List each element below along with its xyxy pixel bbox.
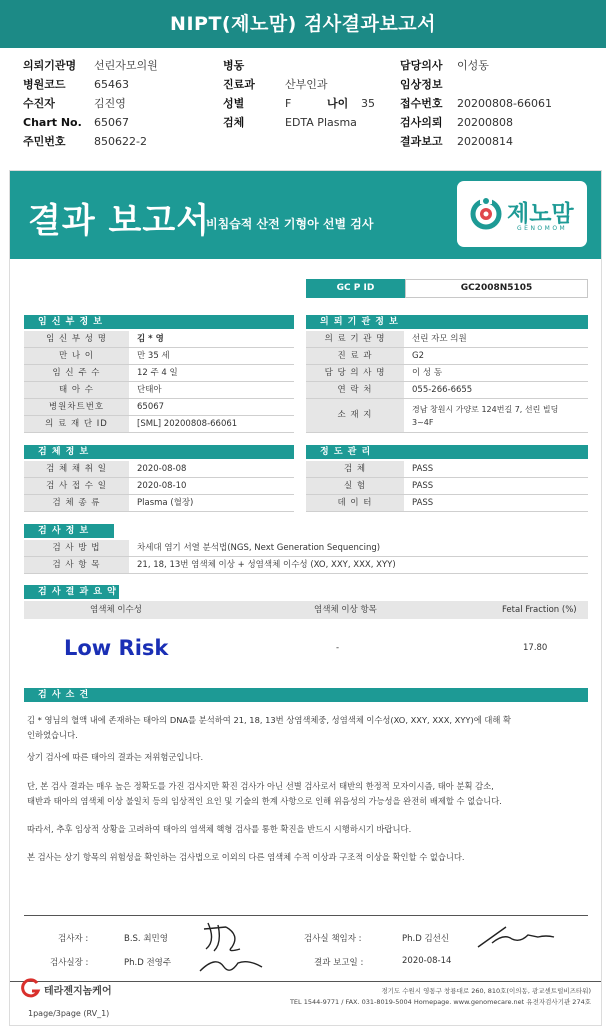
company-name: 테라젠지놈케어: [44, 986, 112, 997]
table-row: [24, 348, 294, 365]
findings-paragraph: [27, 750, 591, 765]
table-row: [306, 399, 588, 433]
table-row: [306, 461, 588, 478]
table-value: 65067: [137, 402, 165, 412]
info-col-1: [23, 56, 158, 151]
table-value: 2020-08-08: [137, 464, 187, 474]
table-row: [306, 382, 588, 399]
table-value: 김 * 영: [137, 334, 164, 344]
findings-paragraph: [27, 713, 591, 743]
info-label: 담당의사: [400, 59, 443, 72]
findings-line: 단, 본 검사 결과는 매우 높은 정확도를 가진 검사지만 확진 검사가 아닌 선별 검사로서 태반의 한정적 모자이시즘, 태아 분획 감소,: [27, 781, 494, 791]
table-key: 임 신 주 수: [24, 365, 129, 381]
gc-pid: [306, 279, 588, 298]
info-label: 나이: [327, 97, 349, 110]
table-key: 태 아 수: [24, 382, 129, 398]
info-value: 20200814: [457, 135, 513, 148]
info-value: 산부인과: [285, 78, 328, 91]
table-row: [24, 478, 294, 495]
table-row: [24, 495, 294, 512]
info-label: 검사의뢰: [400, 116, 443, 129]
section-specimen-info: 검 체 정 보: [24, 445, 294, 459]
section-findings: 검 사 소 견: [24, 688, 588, 702]
table-key: 연 락 처: [306, 382, 404, 398]
findings-paragraph: [27, 822, 591, 837]
summary-col-aneuploidy: 염색체 이수성: [90, 605, 142, 615]
logo-wordmark: 제노맘: [507, 201, 574, 227]
table-row: [24, 461, 294, 478]
quality-control-table: [306, 461, 588, 512]
info-label: 접수번호: [400, 97, 443, 110]
findings-line: 태반과 태아의 염색체 이상 불일치 등의 임상적인 요인 및 기술의 한계 사항으로 인해 위음성의 가능성을 완전히 배제할 수 없습니다.: [27, 796, 502, 806]
table-row: [306, 331, 588, 348]
findings-line: 인하였습니다.: [27, 730, 78, 740]
info-value: 35: [361, 97, 375, 110]
fetal-fraction-value: 17.80: [523, 643, 548, 653]
table-key: 임 신 부 성 명: [24, 331, 129, 347]
company-contact: TEL 1544-9771 / FAX. 031-8019-5004 Homepage. www.genomecare.net 유전자검사기관 274호: [289, 998, 591, 1006]
info-label: 성별: [223, 97, 245, 110]
info-value: 850622-2: [94, 135, 147, 148]
info-label: 병원코드: [23, 78, 66, 91]
company-address: 경기도 수원시 영통구 창룡대로 260, 810호(이의동, 광교센트럴비즈타워): [381, 987, 591, 995]
table-value: Plasma (혈장): [137, 498, 194, 508]
info-col-2: [223, 56, 375, 132]
info-value: 20200808: [457, 116, 513, 129]
report-date-value: 2020-08-14: [402, 956, 452, 966]
address-line-2: 3~4F: [412, 418, 434, 427]
table-row: [306, 495, 588, 512]
info-value: EDTA Plasma: [285, 116, 357, 129]
table-value: 21, 18, 13번 염색체 이상 + 성염색체 이수성 (XO, XXY, XXX, XYY): [137, 560, 396, 570]
section-institution-info: 의 뢰 기 관 정 보: [306, 315, 588, 329]
table-row: [24, 399, 294, 416]
genomom-logo: [457, 181, 587, 247]
table-value: 055-266-6655: [412, 385, 473, 395]
lab-head-label: 검사실장 :: [50, 958, 89, 968]
specimen-info-table: [24, 461, 294, 512]
info-label: 주민번호: [23, 135, 66, 148]
section-quality-control: 정 도 관 리: [306, 445, 588, 459]
table-key: 진 료 과: [306, 348, 404, 364]
table-value: 2020-08-10: [137, 481, 187, 491]
info-label: 수진자: [23, 97, 55, 110]
table-value: PASS: [412, 498, 434, 508]
table-key: 소 재 지: [306, 399, 404, 432]
director-label: 검사실 책임자 :: [304, 934, 362, 944]
info-value: 65463: [94, 78, 129, 91]
table-row: [306, 365, 588, 382]
signature-divider: [24, 915, 588, 916]
findings-paragraph: [27, 779, 591, 809]
info-value: F: [285, 97, 292, 110]
section-test-info: 검 사 정 보: [24, 524, 114, 538]
info-value: 이성동: [457, 59, 489, 72]
table-key: 실 험: [306, 478, 404, 494]
info-value: 선린자모의원: [94, 59, 158, 72]
section-pregnant-info: 임 신 부 정 보: [24, 315, 294, 329]
table-value: [SML] 20200808-66061: [137, 419, 238, 429]
info-label: Chart No.: [23, 116, 82, 129]
info-col-3: [400, 56, 552, 151]
gc-pid-value: GC2008N5105: [405, 279, 588, 298]
table-value: 이 성 동: [412, 368, 443, 378]
tester-signature: [196, 919, 270, 975]
logo-subtext: GENOMOM: [517, 225, 568, 232]
table-value: 만 35 세: [137, 351, 170, 361]
abnormal-items-value: -: [336, 643, 340, 653]
table-value: G2: [412, 351, 424, 361]
gc-pid-label: GC P ID: [306, 279, 405, 298]
lab-head-name: Ph.D 전영주: [124, 958, 172, 968]
table-value: PASS: [412, 481, 434, 491]
table-key: 검 사 방 법: [24, 540, 129, 556]
report-hero: [10, 171, 601, 259]
genomom-logo-icon: [469, 197, 503, 231]
table-key: 검 체: [306, 461, 404, 477]
tester-label: 검사자 :: [58, 934, 89, 944]
pregnant-info-table: [24, 331, 294, 433]
table-key: 검 사 접 수 일: [24, 478, 129, 494]
table-value: 선린 자모 의원: [412, 334, 467, 344]
report-title: 결과 보고서: [28, 201, 211, 241]
table-key: 검 체 채 취 일: [24, 461, 129, 477]
table-key: 검 사 항 목: [24, 557, 129, 573]
theragen-logo-icon: [21, 978, 41, 998]
findings-line: 김 * 영님의 혈액 내에 존재하는 태아의 DNA를 분석하여 21, 18, 13번 상염색체중, 성염색체 이수성(XO, XXY, XXX, XYY)에 대해 확: [27, 715, 512, 725]
table-row: [24, 331, 294, 348]
table-value: 차세대 염기 서열 분석법(NGS, Next Generation Sequencing): [137, 543, 381, 553]
findings-line: 상기 검사에 따른 태아의 결과는 저위험군입니다.: [27, 752, 204, 762]
table-key: 만 나 이: [24, 348, 129, 364]
page-number: 1page/3page (RV_1): [28, 1009, 110, 1018]
table-key: 데 이 터: [306, 495, 404, 511]
table-key: 의 료 재 단 ID: [24, 416, 129, 432]
summary-col-fetal-fraction: Fetal Fraction (%): [502, 605, 577, 615]
table-key: 담 당 의 사 명: [306, 365, 404, 381]
info-label: 진료과: [223, 78, 255, 91]
risk-result: Low Risk: [64, 636, 169, 660]
info-value: 65067: [94, 116, 129, 129]
info-value: 20200808-66061: [457, 97, 552, 110]
table-row: [24, 365, 294, 382]
table-row: [24, 382, 294, 399]
findings-line: 본 검사는 상기 항목의 위험성을 확인하는 검사법으로 이외의 다른 염색체 수적 이상과 구조적 이상을 확인할 수 없습니다.: [27, 852, 465, 862]
address-value: [404, 403, 558, 429]
findings-paragraph: [27, 850, 591, 865]
info-label: 검체: [223, 116, 245, 129]
info-value: 김진영: [94, 97, 126, 110]
info-label: 의뢰기관명: [23, 59, 77, 72]
table-value: PASS: [412, 464, 434, 474]
table-key: 병원차트번호: [24, 399, 129, 415]
summary-header-row: [24, 601, 588, 619]
table-row: [306, 348, 588, 365]
table-row: [24, 540, 588, 557]
tester-name: B.S. 최민영: [124, 934, 168, 944]
info-label: 결과보고: [400, 135, 443, 148]
result-report: [9, 170, 602, 1026]
document-title: NIPT(제노맘) 검사결과보고서: [0, 0, 606, 48]
report-date-label: 결과 보고일 :: [314, 958, 364, 968]
info-label: 임상정보: [400, 78, 443, 91]
test-info-table: [24, 540, 588, 574]
table-row: [24, 557, 588, 574]
section-result-summary: 검 사 결 과 요 약: [24, 585, 119, 599]
summary-col-abnormal-items: 염색체 이상 항목: [314, 605, 377, 615]
table-row: [306, 478, 588, 495]
table-key: 의 료 기 관 명: [306, 331, 404, 347]
info-label: 병동: [223, 59, 245, 72]
report-subtitle: 비침습적 산전 기형아 선별 검사: [206, 217, 374, 231]
table-value: 단태아: [137, 385, 162, 395]
institution-info-table: [306, 331, 588, 433]
director-name: Ph.D 김선신: [402, 934, 450, 944]
findings-line: 따라서, 추후 임상적 상황을 고려하여 태아의 염색체 핵형 검사를 통한 확진을 반드시 시행하시기 바랍니다.: [27, 824, 412, 834]
table-value: 12 주 4 일: [137, 368, 178, 378]
address-line-1: 경남 창원시 가양로 124번길 7, 선린 빌딩: [412, 405, 559, 414]
table-row: [24, 416, 294, 433]
director-signature: [476, 923, 556, 953]
table-key: 검 체 종 류: [24, 495, 129, 511]
